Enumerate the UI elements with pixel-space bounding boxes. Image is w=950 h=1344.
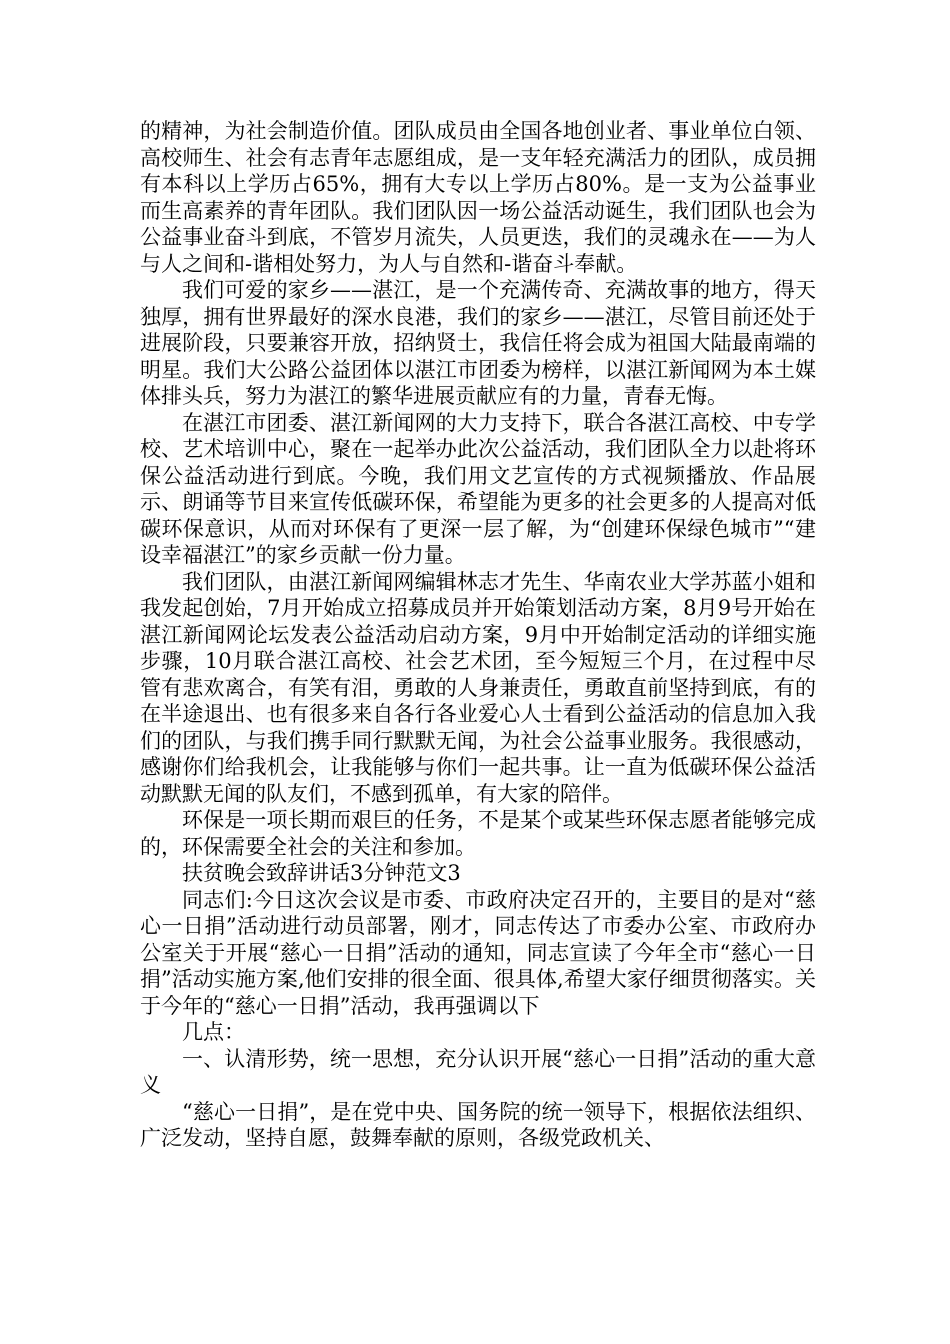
paragraph-environment: 环保是一项长期而艰巨的任务，不是某个或某些环保志愿者能够完成的，环保需要全社会的关注和参加。 [140, 808, 816, 859]
paragraph-points: 几点： [182, 1020, 245, 1044]
paragraph-continuation: 的精神，为社会制造价值。团队成员由全国各地创业者、事业单位白领、高校师生、社会有志青年志愿组成，是一支年轻充满活力的团队，成员拥有本科以上学历占65%，拥有大专以上学历占80%。是一支为公益事业而生高素养的青年团队。我们团队因一场公益活动诞生，我们团队也会为公益事业奋斗到底，不管岁月流失，人员更迭，我们的灵魂永在——为人与人之间和-谐相处努力，为人与自然和-谐奋斗奉献。 [140, 119, 816, 276]
paragraph-speech-opening: 同志们:今日这次会议是市委、市政府决定召开的，主要目的是对“慈心一日捐”活动进行动员部署，刚才，同志传达了市委办公室、市政府办公室关于开展“慈心一日捐”活动的通知，同志宣读了今年全市“慈心一日捐”活动实施方案,他们安排的很全面、很具体,希望大家仔细贯彻落实。关于今年的“慈心一日捐”活动，我再强调以下 [140, 887, 816, 1018]
document-body [140, 118, 816, 1152]
paragraph-team: 我们团队，由湛江新闻网编辑林志才先生、华南农业大学苏蓝小姐和我发起创始，7月开始成立招募成员并开始策划活动方案，8月9号开始在湛江新闻网论坛发表公益活动启动方案，9月中开始制定活动的详细实施步骤，10月联合湛江高校、社会艺术团，至今短短三个月，在过程中尽管有悲欢离合，有笑有泪，勇敢的人身兼责任，勇敢直前坚持到底，有的在半途退出、也有很多来自各行各业爱心人士看到公益活动的信息加入我们的团队，与我们携手同行默默无闻，为社会公益事业服务。我很感动，感谢你们给我机会，让我能够与你们一起共事。让一直为低碳环保公益活动默默无闻的队友们，不感到孤单，有大家的陪伴。 [140, 569, 816, 806]
section-title: 扶贫晚会致辞讲话3分钟范文3 [182, 861, 461, 885]
heading-point-one: 一、认清形势，统一思想，充分认识开展“慈心一日捐”活动的重大意义 [140, 1046, 816, 1097]
paragraph-support: 在湛江市团委、湛江新闻网的大力支持下，联合各湛江高校、中专学校、艺术培训中心，聚在一起举办此次公益活动，我们团队全力以赴将环保公益活动进行到底。今晚，我们用文艺宣传的方式视频播放、作品展示、朗诵等节目来宣传低碳环保，希望能为更多的社会更多的人提高对低碳环保意识，从而对环保有了更深一层了解，为“创建环保绿色城市”“建设幸福湛江”的家乡贡献一份力量。 [140, 410, 816, 567]
paragraph-hometown: 我们可爱的家乡——湛江，是一个充满传奇、充满故事的地方，得天独厚，拥有世界最好的深水良港，我们的家乡——湛江，尽管目前还处于进展阶段，只要兼容开放，招纳贤士，我信任将会成为祖国大陆最南端的明星。我们大公路公益团体以湛江市团委为榜样，以湛江新闻网为本土媒体排头兵，努力为湛江的繁华进展贡献应有的力量，青春无悔。 [140, 278, 816, 408]
paragraph-donation: “慈心一日捐”，是在党中央、国务院的统一领导下，根据依法组织、广泛发动，坚持自愿，鼓舞奉献的原则，各级党政机关、 [140, 1099, 816, 1150]
